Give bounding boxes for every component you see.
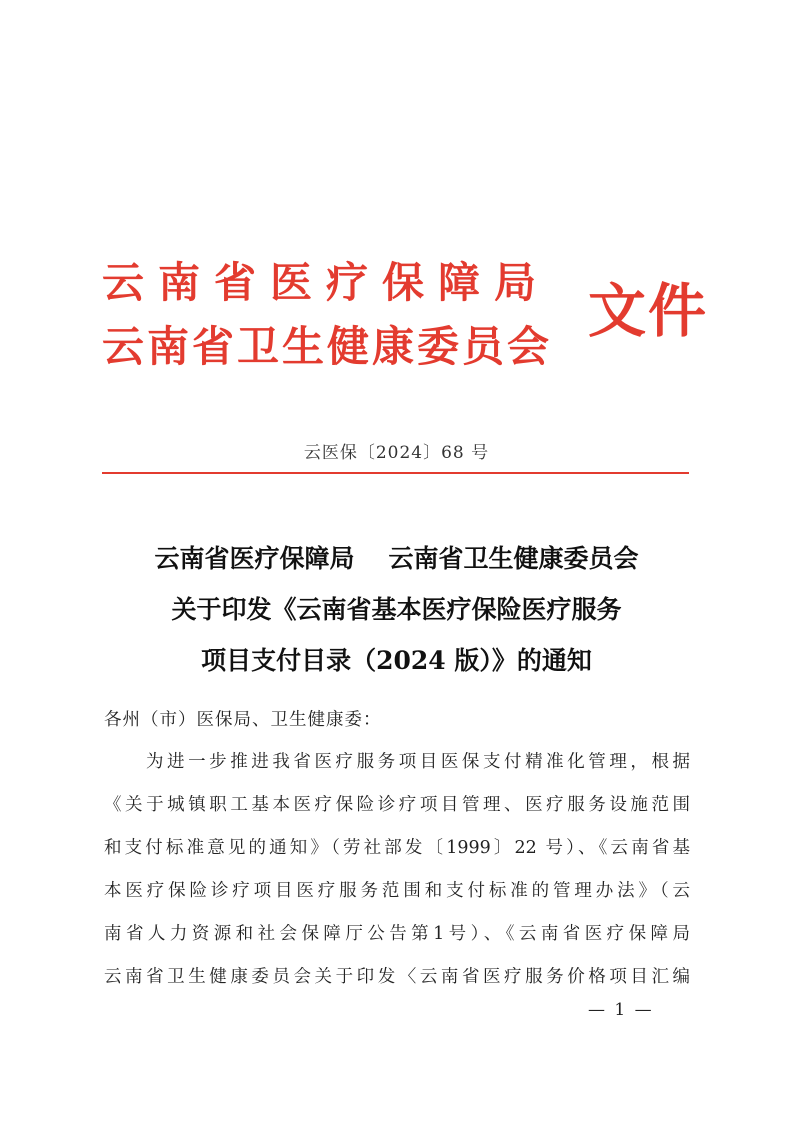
salutation: 各州（市）医保局、卫生健康委： (104, 710, 382, 730)
body-line: 南省人力资源和社会保障厅公告第1号）、《云南省医疗保障局 (104, 924, 690, 944)
doc-type-label: 文件 (588, 277, 709, 345)
body-line: 和支付标准意见的通知》（劳社部发〔1999〕22 号）、《云南省基 (104, 838, 690, 858)
body-line: 云南省卫生健康委员会关于印发〈云南省医疗服务价格项目汇编 (104, 967, 690, 987)
red-divider-line (102, 472, 689, 474)
title-issuer-b: 云南省卫生健康委员会 (388, 544, 639, 573)
document-number: 云医保〔2024〕68 号 (303, 443, 490, 463)
issuer-line-2: 云南省卫生健康委员会 (102, 322, 553, 371)
body-line: 《关于城镇职工基本医疗保险诊疗项目管理、医疗服务设施范围 (104, 795, 690, 815)
title-issuer-a: 云南省医疗保障局 (154, 544, 355, 573)
issuer-line-1: 云南省医疗保障局 (102, 258, 551, 307)
body-line: 本医疗保险诊疗项目医疗服务范围和支付标准的管理办法》（云 (104, 881, 690, 901)
title-line-3: 项目支付目录（2024 版）》的通知 (201, 646, 592, 675)
body-line: 为进一步推进我省医疗服务项目医保支付精准化管理，根据 (146, 752, 690, 772)
page-number: — 1 — (588, 1000, 654, 1020)
title-line-2: 关于印发《云南省基本医疗保险医疗服务 (171, 595, 622, 624)
title-line-1 (0, 546, 793, 571)
